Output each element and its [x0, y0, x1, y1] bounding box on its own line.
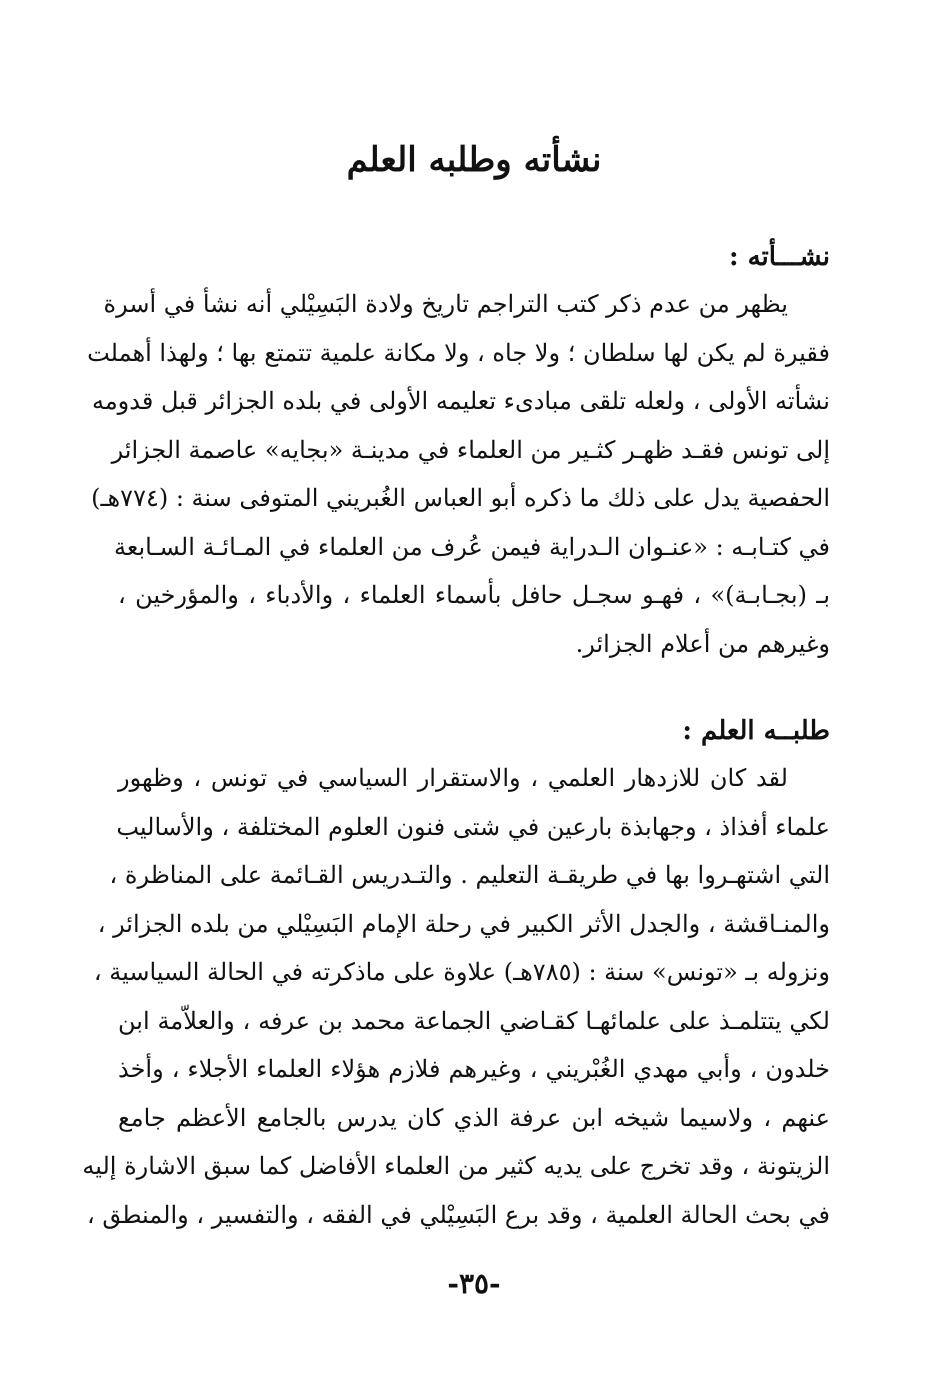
text-line: وغيرهم من أعلام الجزائر.	[575, 629, 830, 658]
text-line: علماء أفذاذ ، وجهابذة بارعين في شتى فنون العلوم المختلفة ، والأساليب	[116, 812, 830, 841]
text-line: يظهر من عدم ذكر كتب التراجم تاريخ ولادة البَسِيْلي أنه نشأ في أسرة	[103, 290, 788, 318]
text-line: الحفصية يدل على ذلك ما ذكره أبو العباس الغُبريني المتوفى سنة : (٧٧٤هـ)	[91, 484, 830, 512]
section-seeking-knowledge	[82, 708, 830, 1239]
text-line: خلدون ، وأبي مهدي الغُبْريني ، وغيرهم فلازم هؤلاء العلماء الأجلاء ، وأخذ	[118, 1055, 830, 1083]
text-line: عنهم ، ولاسيما شيخه ابن عرفة الذي كان يدرس بالجامع الأعظم جامع	[118, 1103, 830, 1132]
page-number: -٣٥-	[447, 1267, 501, 1300]
paragraph-seeking-knowledge	[82, 754, 830, 1239]
text-line: ونزوله بـ «تونس» سنة : (٧٨٥هـ) علاوة على ماذكرته في الحالة السياسية ،	[93, 958, 830, 986]
text-line: إلى تونس فقـد ظهـر كثـير من العلماء في مدينـة «بجايه» عاصمة الجزائر	[111, 435, 830, 464]
text-line: الزيتونة ، وقد تخرج على يديه كثير من العلماء الأفاضل كما سبق الاشارة إليه	[82, 1152, 830, 1180]
text-line: فقيرة لم يكن لها سلطان ؛ ولا جاه ، ولا مكانة علمية تتمتع بها ؛ ولهذا أهملت	[87, 338, 830, 367]
text-line: نشأته الأولى ، ولعله تلقى مبادىء تعليمه الأولى في بلده الجزائر قبل قدومه	[91, 387, 830, 415]
section-heading-upbringing: نشـــأته :	[728, 242, 830, 272]
text-line: لقد كان للازدهار العلمي ، والاستقرار السياسي في تونس ، وظهور	[118, 764, 788, 792]
text-line: في كتـابـه : «عنـوان الـدراية فيمن عُرف من العلماء في المـائـة السـابعة	[114, 532, 830, 561]
text-line: بـ (بجـابـة)» ، فهـو سجـل حافل بأسماء العلماء ، والأدباء ، والمؤرخين ،	[118, 581, 830, 609]
text-line: التي اشتهـروا بها في طريقـة التعليم . والتـدريس القـائمة على المناظرة ،	[109, 861, 830, 889]
page-title: نشأته وطلبه العلم	[346, 140, 602, 180]
section-upbringing	[87, 234, 830, 668]
text-line: لكي يتتلمـذ على علمائهـا كقـاضي الجماعة محمد بن عرفه ، والعلاّمة ابن	[118, 1006, 830, 1035]
text-line: في بحث الحالة العلمية ، وقد برع البَسِيْلي في الفقه ، والتفسير ، والمنطق ،	[86, 1200, 830, 1229]
paragraph-upbringing	[87, 280, 830, 668]
text-line: والمنـاقشة ، والجدل الأثر الكبير في رحلة الإمام البَسِيْلي من بلده الجزائر ،	[97, 909, 830, 938]
section-heading-seeking-knowledge: طلبــه العلم :	[682, 716, 830, 746]
